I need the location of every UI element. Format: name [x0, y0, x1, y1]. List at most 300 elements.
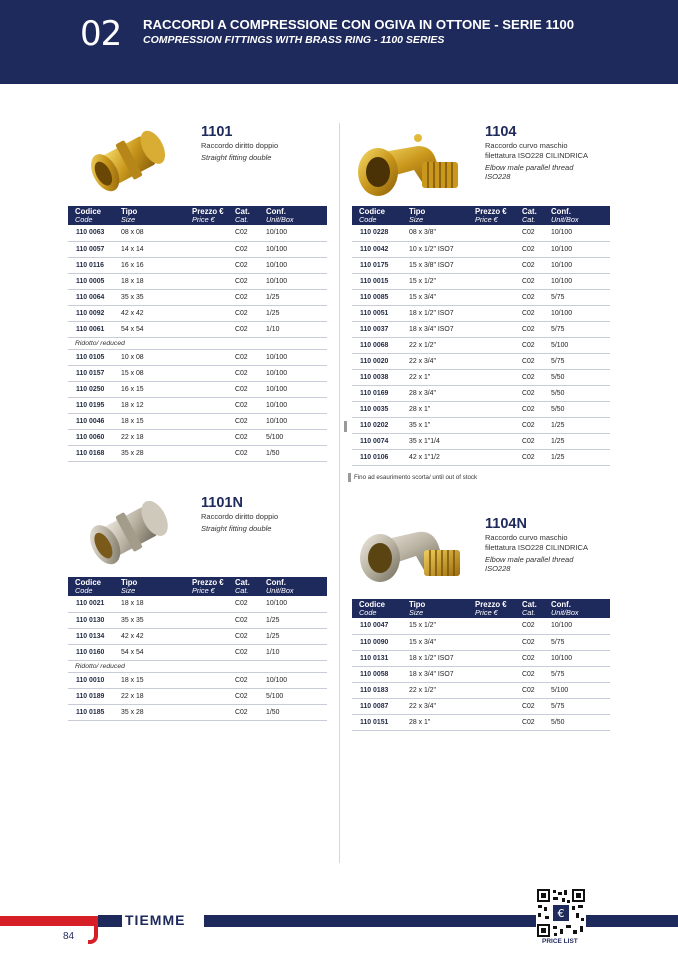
cell-size: 22 x 1/2" — [409, 682, 475, 698]
product-desc-en: ISO228 — [485, 172, 511, 181]
cell-cat: C02 — [522, 449, 551, 465]
table-subheader-row — [68, 660, 327, 672]
cell-price — [475, 433, 522, 449]
cell-price — [192, 397, 235, 413]
cell-box: 5/50 — [551, 369, 610, 385]
column-header-box: Conf. Unit/Box — [266, 577, 327, 596]
cell-price — [475, 698, 522, 714]
cell-code: 110 0068 — [352, 337, 409, 353]
cell-price — [475, 289, 522, 305]
cell-price — [475, 682, 522, 698]
cell-box: 10/100 — [266, 273, 327, 289]
cell-size: 22 x 18 — [121, 429, 192, 445]
cell-code: 110 0038 — [352, 369, 409, 385]
cell-box: 10/100 — [551, 257, 610, 273]
cell-price — [192, 225, 235, 241]
product-desc-en: Elbow male parallel thread — [485, 555, 574, 564]
cell-code: 110 0051 — [352, 305, 409, 321]
cell-code: 110 0106 — [352, 449, 409, 465]
product-desc-it: filettatura ISO228 CILINDRICA — [485, 543, 588, 552]
product-desc-it: Raccordo curvo maschio — [485, 141, 568, 150]
page-title: RACCORDI A COMPRESSIONE CON OGIVA IN OTTONE - SERIE 1100 — [143, 17, 575, 32]
cell-box: 10/100 — [551, 305, 610, 321]
cell-code: 110 0046 — [68, 413, 121, 429]
cell-price — [192, 596, 235, 612]
table-row — [68, 397, 327, 413]
cell-size: 35 x 1" — [409, 417, 475, 433]
product-desc-en: Elbow male parallel thread — [485, 163, 574, 172]
cell-price — [192, 413, 235, 429]
table-row — [352, 225, 610, 241]
cell-cat: C02 — [522, 273, 551, 289]
page-number: 84 — [63, 931, 75, 942]
cell-box: 10/100 — [266, 672, 327, 688]
table-row — [352, 385, 610, 401]
cell-box: 5/75 — [551, 289, 610, 305]
cell-cat: C02 — [522, 225, 551, 241]
table-row — [68, 413, 327, 429]
cell-price — [192, 429, 235, 445]
fitting-1104-photo — [352, 124, 470, 202]
stock-marker — [344, 421, 347, 432]
brand-logo: TIEMME — [125, 912, 186, 928]
table-row — [352, 433, 610, 449]
cell-code: 110 0037 — [352, 321, 409, 337]
cell-size: 15 x 1/2" — [409, 273, 475, 289]
cell-code: 110 0134 — [68, 628, 121, 644]
cell-size: 28 x 1" — [409, 401, 475, 417]
cell-cat: C02 — [522, 666, 551, 682]
column-header-box: Conf. Unit/Box — [266, 206, 327, 225]
cell-cat: C02 — [235, 321, 266, 337]
table-row — [352, 353, 610, 369]
cell-box: 1/10 — [266, 644, 327, 660]
cell-code: 110 0130 — [68, 612, 121, 628]
cell-size: 08 x 08 — [121, 225, 192, 241]
cell-cat: C02 — [235, 429, 266, 445]
cell-price — [192, 321, 235, 337]
column-header-price: Prezzo € Price € — [475, 206, 522, 225]
cell-code: 110 0175 — [352, 257, 409, 273]
cell-code: 110 0063 — [68, 225, 121, 241]
column-header-cat: Cat. Cat. — [235, 206, 266, 225]
cell-size: 14 x 14 — [121, 241, 192, 257]
cell-box: 10/100 — [266, 225, 327, 241]
table-row — [352, 305, 610, 321]
column-header-size: Tipo Size — [121, 206, 192, 225]
cell-box: 1/25 — [266, 305, 327, 321]
product-desc-it: Raccordo curvo maschio — [485, 533, 568, 542]
table-row — [68, 381, 327, 397]
cell-box: 1/50 — [266, 704, 327, 720]
cell-code: 110 0151 — [352, 714, 409, 730]
cell-price — [475, 401, 522, 417]
cell-size: 18 x 3/4" ISO7 — [409, 666, 475, 682]
table-row — [68, 596, 327, 612]
cell-code: 110 0047 — [352, 618, 409, 634]
cell-box: 10/100 — [266, 596, 327, 612]
cell-code: 110 0085 — [352, 289, 409, 305]
cell-cat: C02 — [522, 650, 551, 666]
cell-code: 110 0185 — [68, 704, 121, 720]
price-table-1104 — [352, 206, 610, 466]
cell-box: 10/100 — [266, 365, 327, 381]
cell-size: 42 x 1"1/2 — [409, 449, 475, 465]
cell-code: 110 0169 — [352, 385, 409, 401]
table-header-row — [352, 206, 610, 225]
cell-size: 28 x 3/4" — [409, 385, 475, 401]
cell-code: 110 0060 — [68, 429, 121, 445]
table-row — [68, 349, 327, 365]
cell-size: 18 x 3/4" ISO7 — [409, 321, 475, 337]
cell-code: 110 0021 — [68, 596, 121, 612]
cell-box: 5/50 — [551, 401, 610, 417]
cell-price — [475, 305, 522, 321]
product-code: 1101 — [201, 124, 233, 140]
cell-price — [192, 289, 235, 305]
column-header-size: Tipo Size — [409, 206, 475, 225]
subheader-label: Ridotto/ reduced — [68, 660, 327, 672]
cell-price — [475, 385, 522, 401]
cell-code: 110 0116 — [68, 257, 121, 273]
cell-price — [475, 225, 522, 241]
cell-size: 15 x 3/8" ISO7 — [409, 257, 475, 273]
table-row — [352, 618, 610, 634]
cell-code: 110 0105 — [68, 349, 121, 365]
table-row — [352, 449, 610, 465]
column-header-code: Codice Code — [352, 599, 409, 618]
product-1101-title — [201, 124, 278, 162]
cell-cat: C02 — [522, 634, 551, 650]
cell-box: 10/100 — [266, 397, 327, 413]
table-row — [68, 628, 327, 644]
cell-box: 1/25 — [551, 433, 610, 449]
cell-code: 110 0005 — [68, 273, 121, 289]
cell-cat: C02 — [235, 413, 266, 429]
cell-cat: C02 — [522, 289, 551, 305]
table-row — [352, 682, 610, 698]
table-header-row — [352, 599, 610, 618]
cell-size: 28 x 1" — [409, 714, 475, 730]
cell-cat: C02 — [235, 289, 266, 305]
cell-size: 16 x 15 — [121, 381, 192, 397]
cell-cat: C02 — [235, 273, 266, 289]
table-row — [68, 241, 327, 257]
table-row — [352, 634, 610, 650]
cell-price — [192, 445, 235, 461]
column-header-cat: Cat. Cat. — [522, 206, 551, 225]
column-divider — [339, 123, 340, 863]
table-row — [352, 714, 610, 730]
cell-code: 110 0092 — [68, 305, 121, 321]
cell-price — [475, 241, 522, 257]
cell-code: 110 0183 — [352, 682, 409, 698]
svg-text:€: € — [557, 907, 565, 920]
cell-code: 110 0131 — [352, 650, 409, 666]
price-table-1101n — [68, 577, 327, 721]
table-row — [352, 337, 610, 353]
column-header-code: Codice Code — [68, 577, 121, 596]
price-table-1104n — [352, 599, 610, 731]
table-row — [68, 321, 327, 337]
cell-price — [192, 688, 235, 704]
cell-size: 22 x 1" — [409, 369, 475, 385]
cell-code: 110 0228 — [352, 225, 409, 241]
cell-size: 15 x 3/4" — [409, 634, 475, 650]
cell-cat: C02 — [522, 257, 551, 273]
footer-red-band — [0, 916, 100, 926]
cell-size: 18 x 15 — [121, 413, 192, 429]
column-header-code: Codice Code — [352, 206, 409, 225]
cell-size: 35 x 1"1/4 — [409, 433, 475, 449]
cell-code: 110 0157 — [68, 365, 121, 381]
cell-size: 54 x 54 — [121, 321, 192, 337]
table-row — [68, 688, 327, 704]
product-desc-it: Raccordo diritto doppio — [201, 512, 279, 521]
cell-box: 1/10 — [266, 321, 327, 337]
cell-price — [475, 337, 522, 353]
cell-code: 110 0195 — [68, 397, 121, 413]
cell-box: 10/100 — [551, 650, 610, 666]
cell-price — [475, 714, 522, 730]
cell-box: 10/100 — [266, 241, 327, 257]
cell-cat: C02 — [235, 688, 266, 704]
cell-size: 10 x 1/2" ISO7 — [409, 241, 475, 257]
cell-cat: C02 — [522, 353, 551, 369]
table-row — [68, 365, 327, 381]
cell-box: 5/100 — [266, 688, 327, 704]
table-row — [352, 241, 610, 257]
cell-box: 5/75 — [551, 698, 610, 714]
cell-code: 110 0020 — [352, 353, 409, 369]
cell-size: 18 x 12 — [121, 397, 192, 413]
cell-box: 5/75 — [551, 666, 610, 682]
cell-size: 22 x 18 — [121, 688, 192, 704]
cell-cat: C02 — [235, 241, 266, 257]
product-code: 1104N — [485, 516, 527, 532]
cell-size: 18 x 18 — [121, 273, 192, 289]
cell-cat: C02 — [235, 397, 266, 413]
product-desc-it: Raccordo diritto doppio — [201, 141, 279, 150]
cell-cat: C02 — [235, 365, 266, 381]
cell-box: 1/25 — [266, 289, 327, 305]
cell-code: 110 0189 — [68, 688, 121, 704]
cell-box: 5/75 — [551, 321, 610, 337]
cell-code: 110 0087 — [352, 698, 409, 714]
table-row — [352, 417, 610, 433]
cell-cat: C02 — [235, 644, 266, 660]
qr-label: PRICE LIST — [542, 938, 578, 945]
table-row — [68, 612, 327, 628]
cell-cat: C02 — [522, 618, 551, 634]
product-code: 1104 — [485, 124, 517, 140]
cell-code: 110 0168 — [68, 445, 121, 461]
page-header — [0, 0, 678, 84]
footer-red-hook — [88, 916, 98, 944]
cell-size: 22 x 1/2" — [409, 337, 475, 353]
column-header-size: Tipo Size — [121, 577, 192, 596]
fitting-1104n-photo — [354, 514, 470, 594]
cell-size: 16 x 16 — [121, 257, 192, 273]
table-row — [352, 698, 610, 714]
cell-cat: C02 — [235, 628, 266, 644]
table-header-row — [68, 206, 327, 225]
cell-price — [192, 672, 235, 688]
cell-size: 18 x 15 — [121, 672, 192, 688]
cell-box: 5/100 — [551, 337, 610, 353]
cell-price — [192, 381, 235, 397]
cell-size: 35 x 28 — [121, 704, 192, 720]
cell-price — [475, 634, 522, 650]
table-row — [68, 644, 327, 660]
table-row — [68, 305, 327, 321]
cell-code: 110 0160 — [68, 644, 121, 660]
cell-size: 54 x 54 — [121, 644, 192, 660]
cell-box: 5/50 — [551, 385, 610, 401]
cell-box: 10/100 — [551, 241, 610, 257]
cell-size: 18 x 1/2" ISO7 — [409, 305, 475, 321]
cell-size: 08 x 3/8" — [409, 225, 475, 241]
fitting-1101n-photo — [84, 492, 174, 572]
cell-cat: C02 — [235, 672, 266, 688]
table-row — [352, 273, 610, 289]
cell-box: 1/50 — [266, 445, 327, 461]
cell-price — [192, 704, 235, 720]
column-header-code: Codice Code — [68, 206, 121, 225]
cell-cat: C02 — [522, 714, 551, 730]
cell-box: 10/100 — [266, 257, 327, 273]
cell-size: 42 x 42 — [121, 305, 192, 321]
table-row — [68, 225, 327, 241]
cell-price — [192, 305, 235, 321]
cell-code: 110 0058 — [352, 666, 409, 682]
column-header-price: Prezzo € Price € — [192, 206, 235, 225]
table-subheader-row — [68, 337, 327, 349]
cell-cat: C02 — [235, 225, 266, 241]
cell-price — [475, 369, 522, 385]
cell-price — [475, 321, 522, 337]
table-row — [68, 445, 327, 461]
cell-box: 10/100 — [266, 381, 327, 397]
product-1104n-title — [485, 516, 588, 573]
cell-code: 110 0202 — [352, 417, 409, 433]
product-desc-en: Straight fitting double — [201, 524, 272, 533]
cell-cat: C02 — [235, 381, 266, 397]
cell-size: 15 x 1/2" — [409, 618, 475, 634]
cell-cat: C02 — [522, 305, 551, 321]
cell-size: 18 x 1/2" ISO7 — [409, 650, 475, 666]
cell-price — [475, 650, 522, 666]
cell-box: 10/100 — [266, 349, 327, 365]
cell-price — [475, 257, 522, 273]
cell-code: 110 0250 — [68, 381, 121, 397]
cell-code: 110 0057 — [68, 241, 121, 257]
fitting-1101-photo — [86, 122, 172, 198]
product-desc-en: ISO228 — [485, 564, 511, 573]
cell-cat: C02 — [522, 241, 551, 257]
cell-size: 35 x 35 — [121, 612, 192, 628]
cell-box: 1/25 — [266, 612, 327, 628]
cell-cat: C02 — [522, 682, 551, 698]
table-row — [68, 704, 327, 720]
table-row — [352, 257, 610, 273]
cell-cat: C02 — [522, 337, 551, 353]
page-subtitle: COMPRESSION FITTINGS WITH BRASS RING - 1100 SERIES — [143, 34, 445, 46]
cell-cat: C02 — [235, 612, 266, 628]
column-header-cat: Cat. Cat. — [522, 599, 551, 618]
cell-price — [475, 666, 522, 682]
table-row — [68, 289, 327, 305]
column-header-box: Conf. Unit/Box — [551, 599, 610, 618]
cell-size: 42 x 42 — [121, 628, 192, 644]
column-header-price: Prezzo € Price € — [475, 599, 522, 618]
table-row — [352, 369, 610, 385]
table-row — [352, 321, 610, 337]
column-header-size: Tipo Size — [409, 599, 475, 618]
cell-code: 110 0074 — [352, 433, 409, 449]
product-desc-en: Straight fitting double — [201, 153, 272, 162]
cell-code: 110 0090 — [352, 634, 409, 650]
cell-price — [192, 349, 235, 365]
price-table-1101 — [68, 206, 327, 462]
cell-size: 35 x 28 — [121, 445, 192, 461]
cell-box: 10/100 — [551, 225, 610, 241]
cell-cat: C02 — [235, 596, 266, 612]
cell-price — [475, 618, 522, 634]
cell-price — [192, 273, 235, 289]
cell-box: 10/100 — [551, 618, 610, 634]
cell-box: 10/100 — [551, 273, 610, 289]
table-row — [352, 401, 610, 417]
product-desc-it: filettatura ISO228 CILINDRICA — [485, 151, 588, 160]
cell-price — [192, 628, 235, 644]
cell-cat: C02 — [522, 433, 551, 449]
product-1104-title — [485, 124, 588, 181]
cell-box: 1/25 — [266, 628, 327, 644]
table-header-row — [68, 577, 327, 596]
cell-box: 5/75 — [551, 353, 610, 369]
qr-code-icon[interactable] — [536, 888, 586, 938]
cell-box: 5/75 — [551, 634, 610, 650]
cell-box: 5/100 — [266, 429, 327, 445]
table-row — [68, 273, 327, 289]
cell-price — [475, 449, 522, 465]
cell-box: 5/100 — [551, 682, 610, 698]
section-number: 02 — [80, 14, 122, 54]
subheader-label: Ridotto/ reduced — [68, 337, 327, 349]
cell-size: 18 x 18 — [121, 596, 192, 612]
cell-code: 110 0042 — [352, 241, 409, 257]
cell-cat: C02 — [522, 417, 551, 433]
cell-code: 110 0061 — [68, 321, 121, 337]
cell-price — [475, 417, 522, 433]
cell-price — [192, 612, 235, 628]
product-1101n-title — [201, 495, 278, 533]
cell-cat: C02 — [235, 349, 266, 365]
cell-price — [192, 365, 235, 381]
cell-cat: C02 — [235, 305, 266, 321]
table-row — [352, 650, 610, 666]
cell-size: 22 x 3/4" — [409, 698, 475, 714]
cell-box: 10/100 — [266, 413, 327, 429]
cell-cat: C02 — [522, 385, 551, 401]
cell-code: 110 0010 — [68, 672, 121, 688]
cell-cat: C02 — [235, 445, 266, 461]
table-row — [68, 672, 327, 688]
cell-code: 110 0035 — [352, 401, 409, 417]
cell-cat: C02 — [522, 369, 551, 385]
table-row — [352, 666, 610, 682]
